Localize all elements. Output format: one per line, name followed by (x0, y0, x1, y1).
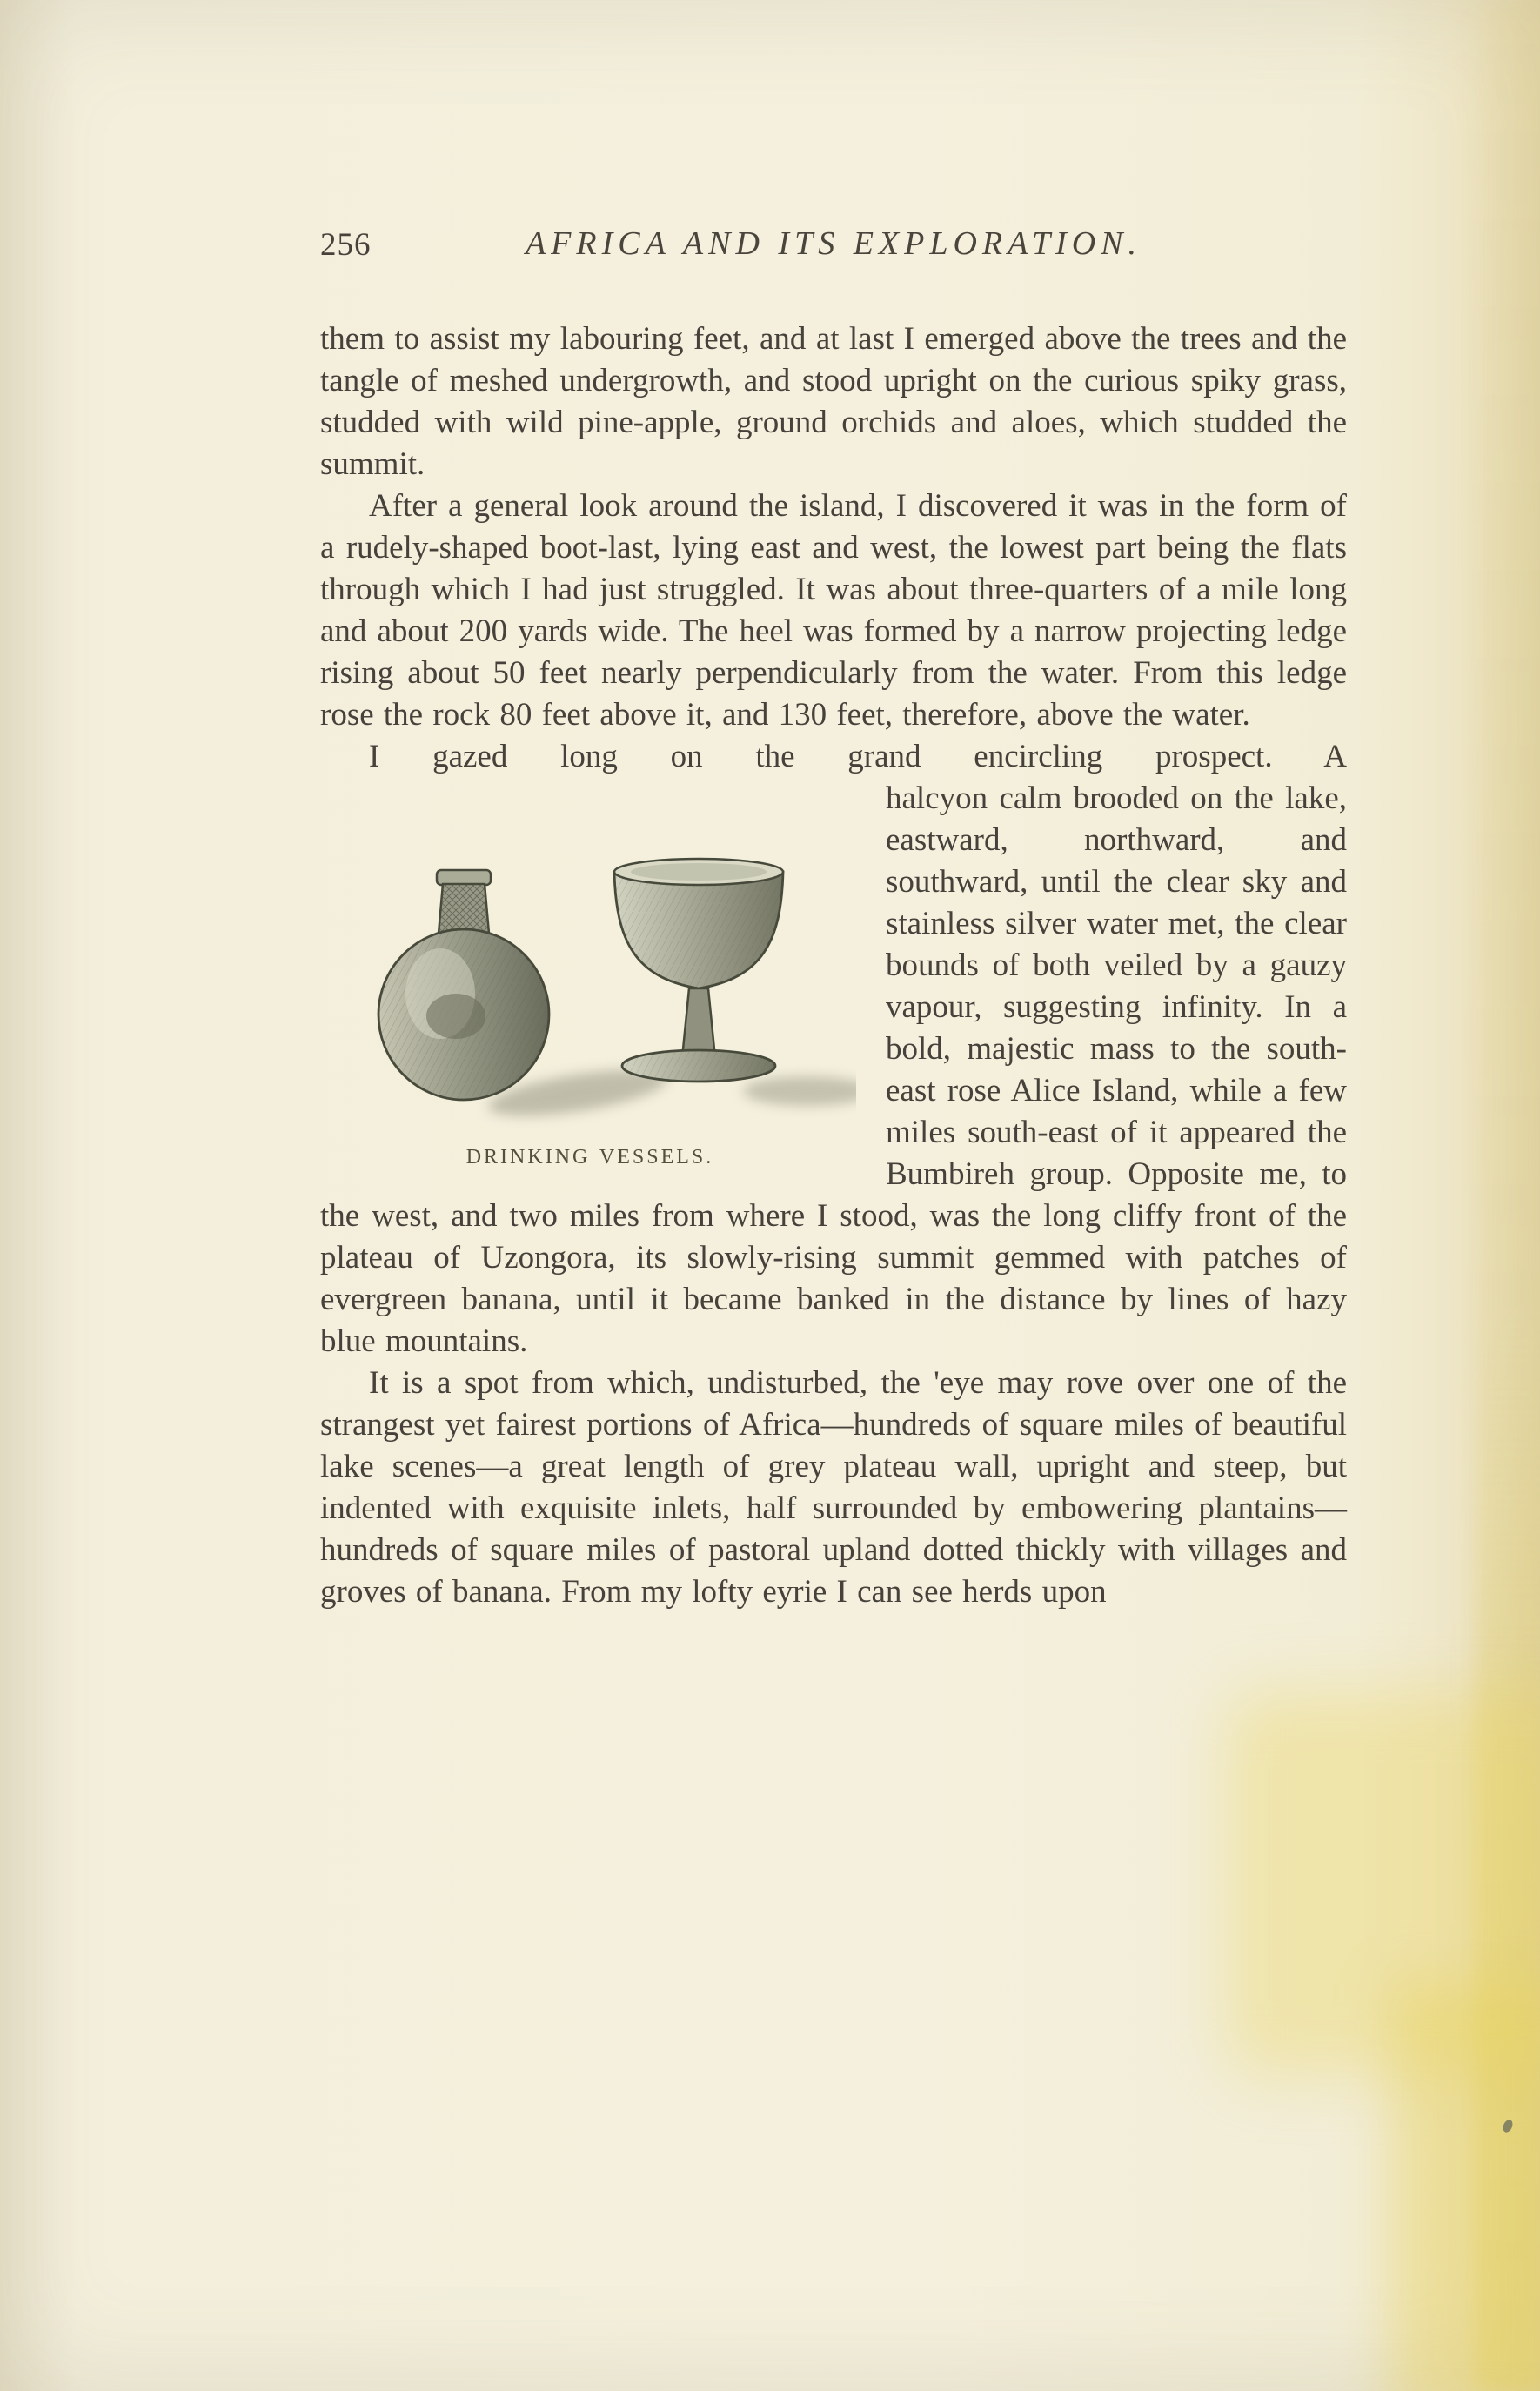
page-number: 256 (320, 227, 372, 263)
goblet-illustration (614, 859, 783, 1082)
paragraph-3-lead: I gazed long on the grand encircling prospect. A (369, 739, 1347, 774)
paper-stain-edge (1475, 0, 1540, 2391)
ink-speck (1501, 2119, 1514, 2134)
paper-stain-lower (1392, 1984, 1540, 2391)
drinking-vessels-illustration (324, 792, 856, 1133)
page-content (320, 224, 1347, 1613)
goblet-shadow (743, 1076, 856, 1106)
paragraph-1: them to assist my labouring feet, and at last I emerged above the trees and the tangle of meshed undergrowth, and stood upright on the curious spiky grass, studded with wild pine-apple, ground orchids and aloes, which studded the summit. (320, 321, 1347, 482)
paragraph-3-text: halcyon calm brooded on the lake, eastward, northward, and southward, until the clear sky and stainless silver water met, the clear bounds of both veiled by a gauzy vapour, suggesting infinity. In a bold, majestic mass to the south-east rose Alice Island, while a few miles south-east of it appeared the Bumbireh group. Opposite me, to the west, and two miles from where I stood, was the long cliffy front of the plateau of Uzongora, its slowly-rising summit gemmed with patches of evergreen banana, until it became banked in the distance by lines of hazy blue mountains. (320, 780, 1347, 1359)
paper-stain-main (1227, 1692, 1540, 2075)
drinking-vessels-figure (324, 792, 856, 1178)
running-header (320, 224, 1347, 270)
paragraph-3 (320, 778, 1347, 1363)
bottle-illustration (378, 870, 549, 1100)
paragraph-4: It is a spot from which, undisturbed, the 'eye may rove over one of the strangest yet fairest portions of Africa—hundreds of square miles of beautiful lake scenes—a great length of grey plateau wall, upright and steep, but indented with exquisite inlets, half surrounded by embowering plantains—hundreds of square miles of pastoral upland dotted thickly with villages and groves of banana. From my lofty eyrie I can see herds upon (320, 1365, 1347, 1610)
figure-caption: DRINKING VESSELS. (465, 1146, 714, 1169)
header-title: AFRICA AND ITS EXPLORATION. (525, 225, 1142, 262)
paragraph-2: After a general look around the island, I discovered it was in the form of a rudely-shaped boot-last, lying east and west, the lowest part being the flats through which I had just struggled. It was about three-quarters of a mile long and about 200 yards wide. The heel was formed by a narrow projecting ledge rising about 50 feet nearly perpendicularly from the water. From this ledge rose the rock 80 feet above it, and 130 feet, therefore, above the water. (320, 488, 1347, 733)
